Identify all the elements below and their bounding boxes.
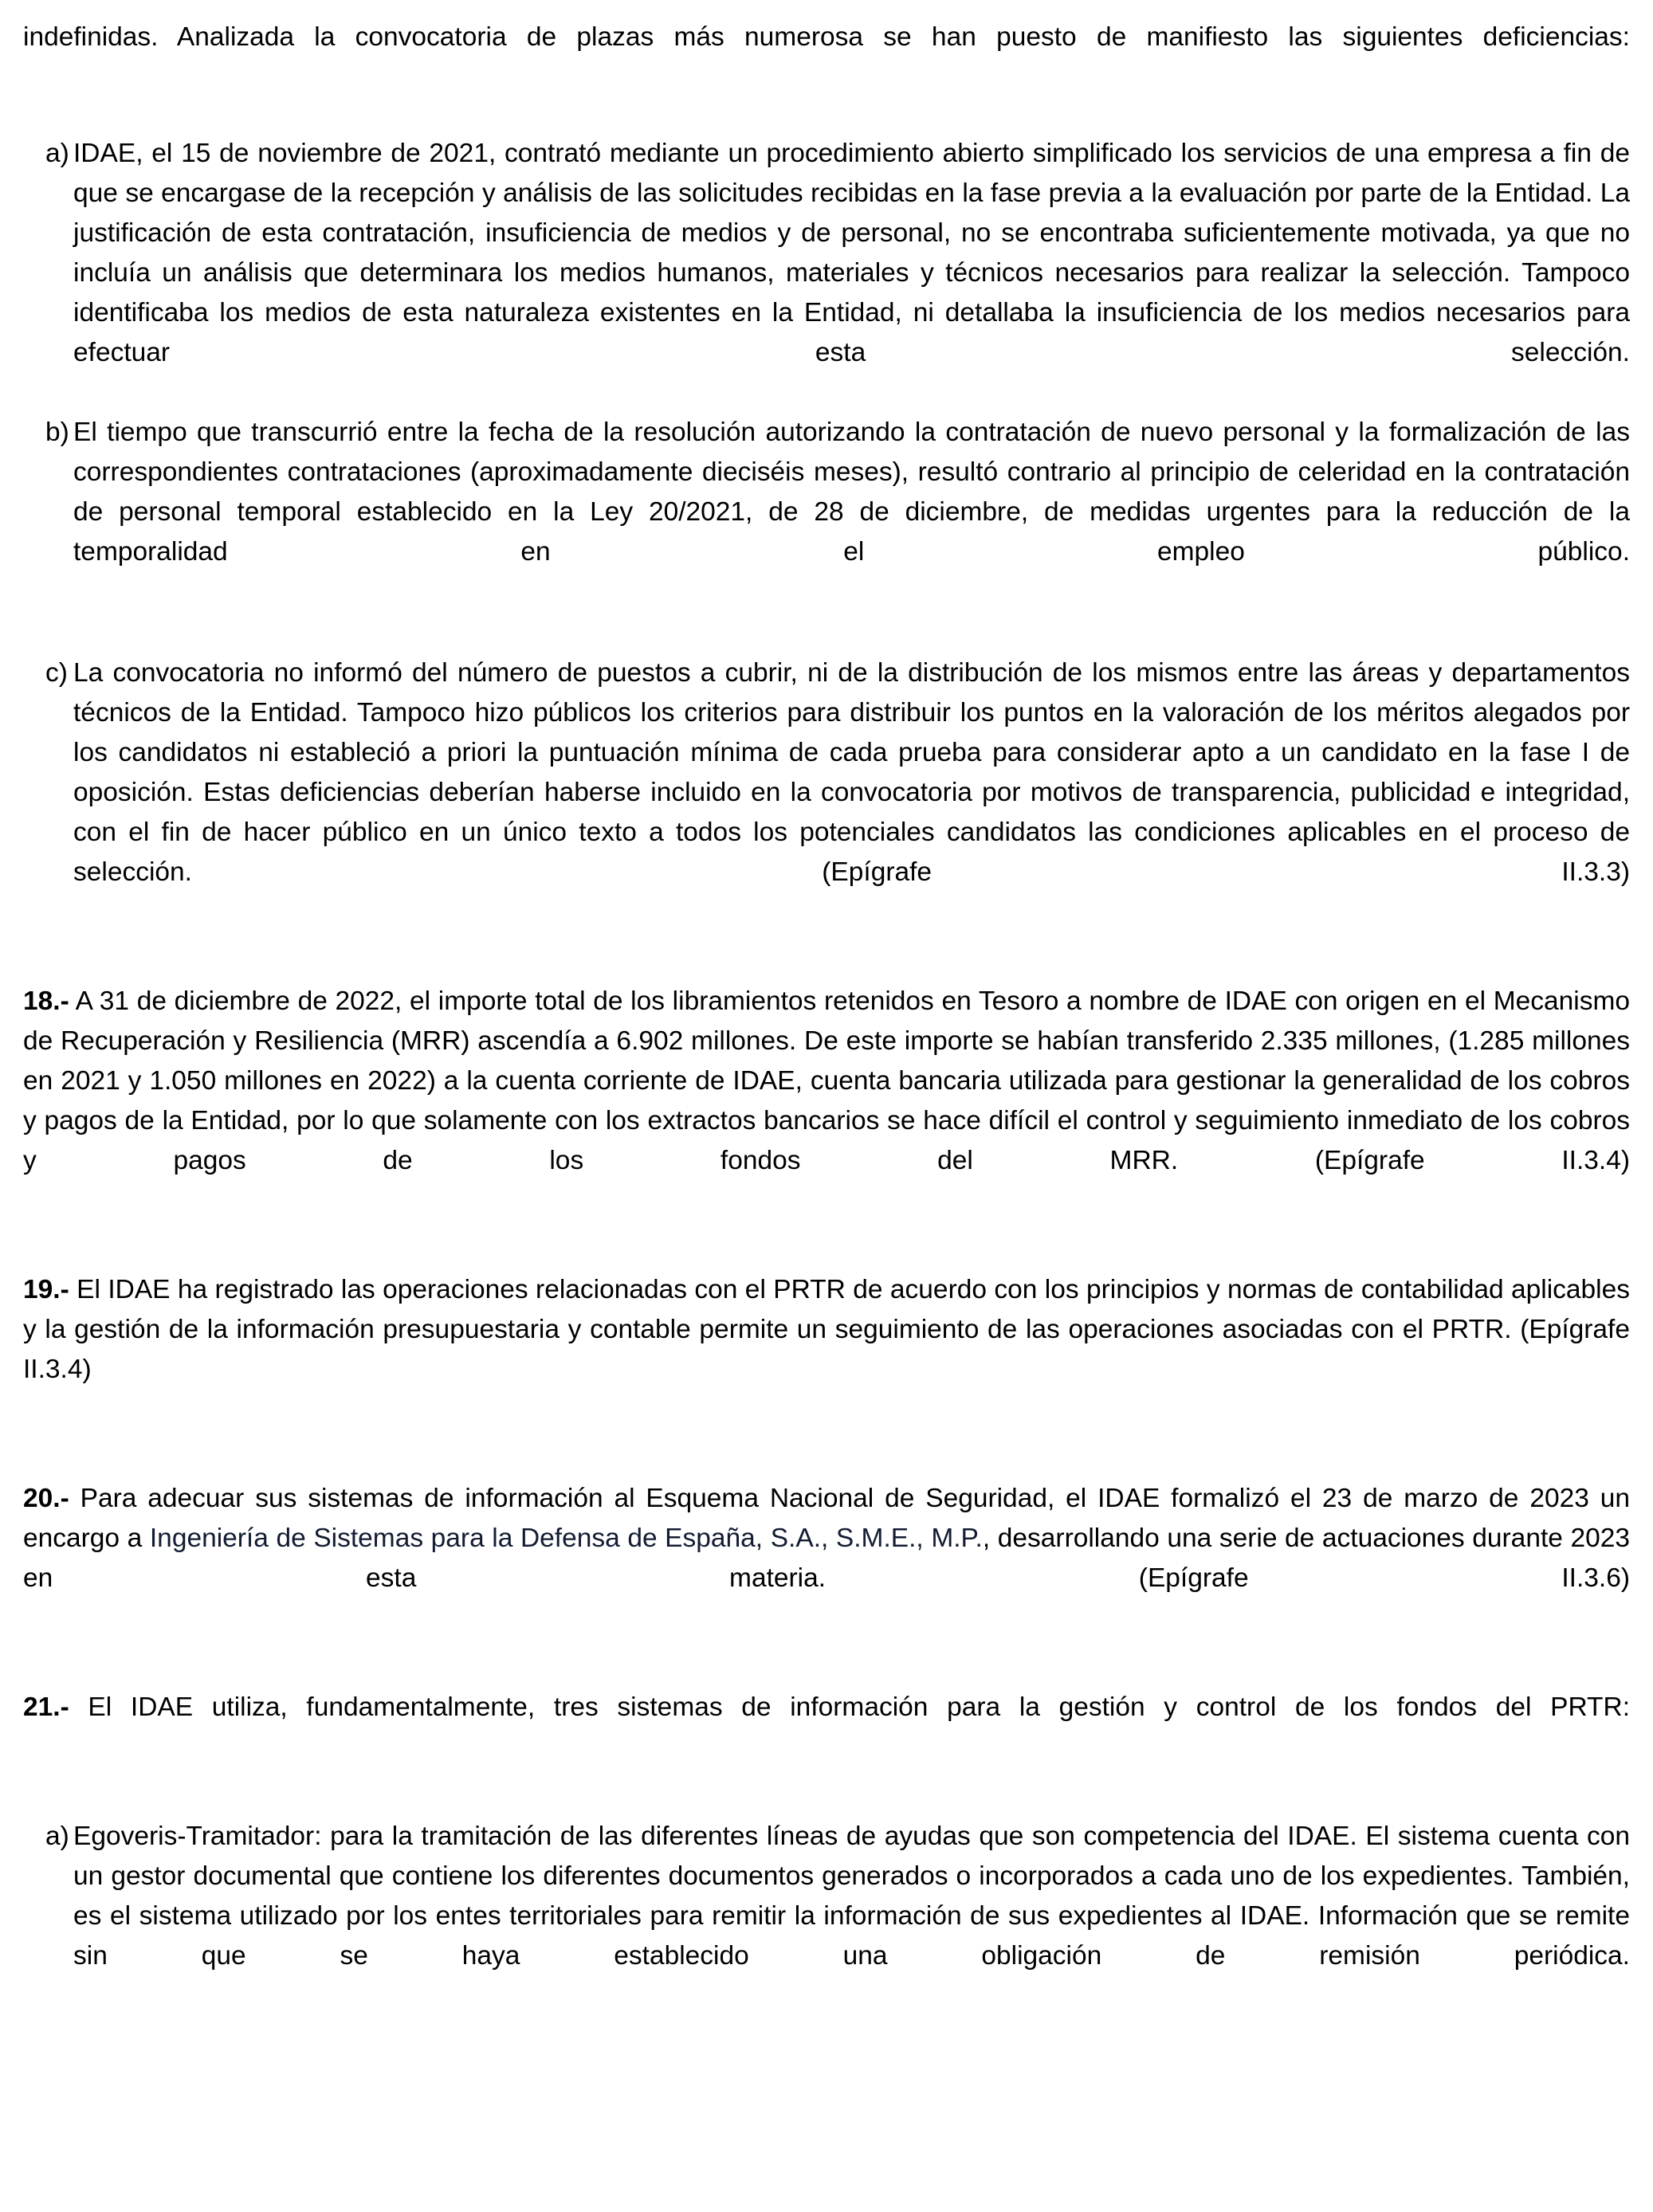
list-marker-systems-a: a) [45,1822,69,1851]
paragraph-21-number: 21.- [23,1692,69,1722]
paragraph-21 [23,1688,1630,1767]
list-item-text-c: La convocatoria no informó del número de puestos a cubrir, ni de la distribución de los mismos entre las áreas y departamentos técnicos de la Entidad. Tampoco hizo públicos los criterios para distribuir los puntos en la valoración de los méritos alegados por los candidatos ni estableció a priori la puntuación mínima de cada prueba para considerar apto a un candidato en la fase I de oposición. Estas deficiencias deberían haberse incluido en la convocatoria por motivos de transparencia, publicidad e integridad, con el fin de hacer público en un único texto a todos los potenciales candidatos las condiciones aplicables en el proceso de selección. (Epígrafe II.3.3) [73,658,1630,887]
spacer [23,1221,1630,1270]
list-item [23,413,1630,612]
spacer [23,1767,1630,1817]
paragraph-18-number: 18.- [23,986,69,1016]
paragraph-20-text-before: Para adecuar sus sistemas de información al Esquema Nacional de Seguridad, el IDAE formalizó el 23 de marzo de 2023 un encargo a [23,1484,1630,1553]
paragraph-20 [23,1479,1630,1638]
spacer [23,1430,1630,1479]
list-item [23,134,1630,413]
list-marker-c: c) [45,658,68,688]
paragraph-19 [23,1270,1630,1430]
paragraph-18 [23,982,1630,1221]
paragraph-18-text: A 31 de diciembre de 2022, el importe total de los libramientos retenidos en Tesoro a nombre de IDAE con origen en el Mecanismo de Recuperación y Resiliencia (MRR) ascendía a 6.902 millones. De este importe se habían transferido 2.335 millones, (1.285 millones en 2021 y 1.050 millones en 2022) a la cuenta corriente de IDAE, cuenta bancaria utilizada para gestionar la generalidad de los cobros y pagos de la Entidad, por lo que solamente con los extractos bancarios se hace difícil el control y seguimiento inmediato de los cobros y pagos de los fondos del MRR. (Epígrafe II.3.4) [23,986,1630,1175]
list-item [23,653,1630,932]
document-body [23,18,1630,2016]
paragraph-20-text-after: , desarrollando una serie de actuaciones durante 2023 en esta materia. (Epígrafe II.3.6) [23,1524,1631,1593]
list-marker-a: a) [45,139,69,168]
spacer [23,1638,1630,1688]
spacer [23,612,1630,653]
spacer [23,97,1630,134]
list-item-text-systems-a: Egoveris-Tramitador: para la tramitación de las diferentes líneas de ayudas que son competencia del IDAE. El sistema cuenta con un gestor documental que contiene los diferentes documentos generados o incorporados a cada uno de los expedientes. También, es el sistema utilizado por los entes territoriales para remitir la información de sus expedientes al IDAE. Información que se remite sin que se haya establecido una obligación de remisión periódica. [73,1822,1630,1971]
list-marker-b: b) [45,418,69,447]
paragraph-19-number: 19.- [23,1275,69,1304]
paragraph-19-text: El IDAE ha registrado las operaciones relacionadas con el PRTR de acuerdo con los principios y normas de contabilidad aplicables y la gestión de la información presupuestaria y contable permite un seguimiento de las operaciones asociadas con el PRTR. (Epígrafe II.3.4) [23,1275,1630,1384]
paragraph-20-number: 20.- [23,1484,69,1513]
spacer [23,932,1630,982]
list-item [23,1817,1630,2016]
paragraph-21-text: El IDAE utiliza, fundamentalmente, tres sistemas de información para la gestión y control de los fondos del PRTR: [69,1692,1630,1722]
list-item-text-b: El tiempo que transcurrió entre la fecha de la resolución autorizando la contratación de nuevo personal y la formalización de las correspondientes contrataciones (aproximadamente dieciséis meses), resultó contrario al principio de celeridad en la contratación de personal temporal establecido en la Ley 20/2021, de 28 de diciembre, de medidas urgentes para la reducción de la temporalidad en el empleo público. [73,418,1630,567]
intro-paragraph: indefinidas. Analizada la convocatoria de plazas más numerosa se han puesto de manifiesto las siguientes deficiencias: [23,22,1630,52]
list-item-text-a: IDAE, el 15 de noviembre de 2021, contrató mediante un procedimiento abierto simplificado los servicios de una empresa a fin de que se encargase de la recepción y análisis de las solicitudes recibidas en la fase previa a la evaluación por parte de la Entidad. La justificación de esta contratación, insuficiencia de medios y de personal, no se encontraba suficientemente motivada, ya que no incluía un análisis que determinara los medios humanos, materiales y técnicos necesarios para realizar la selección. Tampoco identificaba los medios de esta naturaleza existentes en la Entidad, ni detallaba la insuficiencia de los medios necesarios para efectuar esta selección. [73,139,1630,367]
paragraph-20-entity-name: Ingeniería de Sistemas para la Defensa de España, S.A., S.M.E., M.P. [149,1524,983,1553]
